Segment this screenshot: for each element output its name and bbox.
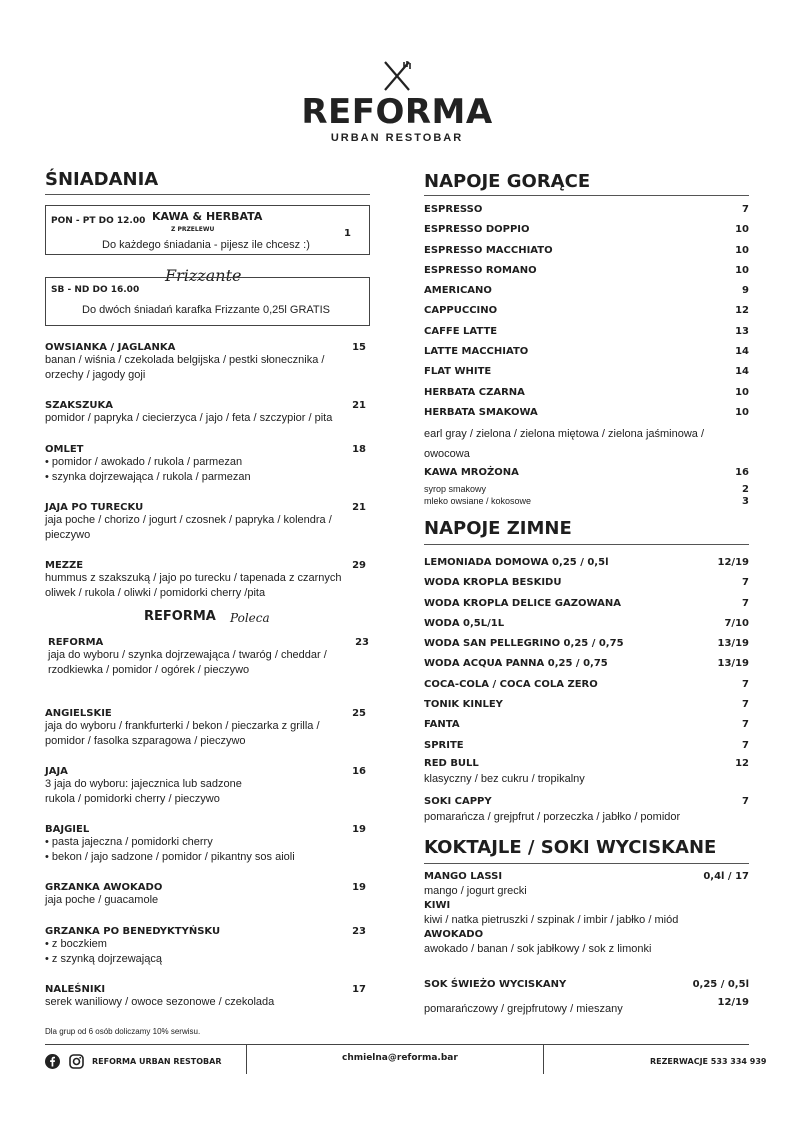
- polecamy-script: Poleca: [230, 611, 270, 625]
- drink-price: 14: [735, 346, 749, 358]
- extra-price: 3: [742, 496, 749, 507]
- item-price: 21: [352, 502, 366, 513]
- drink-row: [424, 618, 749, 638]
- drink-price: 7/10: [724, 617, 749, 629]
- drink-row: [424, 740, 749, 760]
- drink-name: MANGO LASSI: [424, 871, 503, 882]
- menu-item: [45, 926, 370, 984]
- drink-row: [424, 407, 749, 427]
- item-price: 18: [352, 444, 366, 455]
- extra-name: mleko owsiane / kokosowe: [424, 496, 532, 506]
- drink-row: [424, 679, 749, 699]
- item-desc: serek waniliowy / owoce sezonowe / czekolada: [45, 996, 275, 1008]
- menu-item: [45, 560, 370, 606]
- mango-desc: mango / jogurt grecki: [424, 885, 527, 897]
- promo1-desc: Do każdego śniadania - pijesz ile chcesz :): [102, 239, 310, 251]
- cold-drinks-title: NAPOJE ZIMNE: [424, 518, 572, 539]
- menu-item: [45, 502, 370, 560]
- footnote: Dla grup od 6 osób doliczamy 10% serwisu.: [45, 1027, 201, 1036]
- drink-price: 7: [742, 699, 749, 711]
- extra-price: 2: [742, 484, 749, 495]
- drink-row: [424, 638, 749, 658]
- drink-name: WODA ACQUA PANNA 0,25 / 0,75: [424, 658, 608, 670]
- item-name: GRZANKA AWOKADO: [45, 882, 163, 893]
- promo-box-coffee: [45, 205, 370, 255]
- drink-price: 10: [735, 224, 749, 236]
- awokado-name: AWOKADO: [424, 929, 484, 940]
- drink-row: [424, 719, 749, 739]
- drink-row: [424, 366, 749, 386]
- drink-price: 7: [742, 739, 749, 751]
- breakfast-list: [45, 342, 370, 606]
- drink-name: FANTA: [424, 719, 460, 731]
- item-price: 19: [352, 882, 366, 893]
- menu-item: [45, 766, 370, 824]
- drink-name: WODA KROPLA BESKIDU: [424, 577, 562, 589]
- drink-price: 9: [742, 285, 749, 297]
- drink-name: TONIK KINLEY: [424, 699, 503, 711]
- brand-logo: [0, 60, 794, 144]
- promo1-heading: KAWA & HERBATA: [152, 210, 263, 223]
- reforma-mini-logo: REFORMA: [144, 609, 216, 624]
- promo1-note: Z PRZELEWU: [171, 226, 215, 233]
- promo1-days: PON - PT DO 12.00: [51, 216, 146, 226]
- drink-row: [424, 658, 749, 678]
- iced-extra-syrup: [424, 484, 749, 495]
- cappy-desc: pomarańcza / grejpfrut / porzeczka / jabłko / pomidor: [424, 811, 681, 823]
- drink-price: 12/19: [717, 997, 749, 1008]
- item-desc: orzechy / jagody goji: [45, 369, 146, 381]
- menu-item: [45, 444, 370, 502]
- drink-row: [424, 699, 749, 719]
- drink-name: COCA-COLA / COCA COLA ZERO: [424, 678, 598, 690]
- item-name: OMLET: [45, 444, 84, 455]
- drink-name: ESPRESSO ROMANO: [424, 264, 537, 276]
- item-desc: rukola / pomidorki cherry / pieczywo: [45, 793, 220, 805]
- facebook-icon[interactable]: [45, 1054, 60, 1073]
- brand-name: REFORMA: [301, 92, 493, 132]
- drink-name: CAFFE LATTE: [424, 325, 498, 337]
- drink-price: 7: [742, 204, 749, 215]
- drink-price: 10: [735, 406, 749, 418]
- hot-drinks-divider: [424, 195, 749, 196]
- drink-price: 13: [735, 325, 749, 337]
- item-desc: pieczywo: [45, 529, 91, 541]
- drink-price: 12: [735, 305, 749, 317]
- item-desc: • z boczkiem: [45, 938, 107, 950]
- drink-price: 7: [742, 719, 749, 731]
- drink-name: KAWA MROŻONA: [424, 467, 519, 478]
- menu-item: [45, 824, 370, 882]
- item-desc: jaja do wyboru / szynka dojrzewająca / twaróg / cheddar /: [48, 649, 327, 661]
- drink-price: 10: [735, 244, 749, 256]
- drink-price: 10: [735, 264, 749, 276]
- item-desc: rzodkiewka / pomidor / ogórek / pieczywo: [48, 664, 250, 676]
- menu-item: [45, 342, 370, 400]
- drink-name: RED BULL: [424, 758, 479, 769]
- promo-box-frizzante: [45, 277, 370, 326]
- drink-name: WODA 0,5L/1L: [424, 617, 505, 629]
- tea-flavors: earl gray / zielona / zielona miętowa / zielona jaśminowa /: [424, 428, 705, 440]
- drink-name: ESPRESSO MACCHIATO: [424, 244, 553, 256]
- item-desc: oliwek / rukola / oliwki / pomidorki cherry /pita: [45, 587, 266, 599]
- drink-price: 7: [742, 577, 749, 589]
- menu-item: [45, 984, 370, 1024]
- drink-price: 0,4l / 17: [703, 871, 749, 882]
- extra-name: syrop smakowy: [424, 484, 487, 494]
- drink-row: [424, 224, 749, 244]
- drink-row: [424, 326, 749, 346]
- drink-price: 14: [735, 366, 749, 378]
- item-price: 19: [352, 824, 366, 835]
- item-desc: pomidor / fasolka szparagowa / pieczywo: [45, 735, 246, 747]
- drink-name: SOK ŚWIEŻO WYCISKANY: [424, 979, 567, 990]
- item-name: NALEŚNIKI: [45, 984, 106, 995]
- drink-row: [424, 285, 749, 305]
- drink-name: LATTE MACCHIATO: [424, 346, 529, 358]
- footer-divider: [45, 1044, 749, 1045]
- awokado-desc: awokado / banan / sok jabłkowy / sok z limonki: [424, 943, 652, 955]
- item-price: 23: [355, 637, 369, 648]
- drink-row: [424, 387, 749, 407]
- drink-name: SOKI CAPPY: [424, 796, 492, 807]
- redbull-row: [424, 758, 749, 769]
- social-handle: REFORMA URBAN RESTOBAR: [92, 1057, 222, 1066]
- item-desc: • bekon / jajo sadzone / pomidor / pikantny sos aioli: [45, 851, 295, 863]
- item-desc: jaja poche / guacamole: [45, 894, 159, 906]
- drink-size: 0,25 / 0,5l: [692, 979, 749, 990]
- cold-drinks-divider: [424, 544, 749, 545]
- menu-item: [45, 708, 370, 766]
- item-price: 29: [352, 560, 366, 571]
- drink-price: 7: [742, 678, 749, 690]
- item-desc: hummus z szakszuką / jajo po turecku / tapenada z czarnych: [45, 572, 342, 584]
- item-price: 23: [352, 926, 366, 937]
- drink-name: AMERICANO: [424, 285, 492, 297]
- cold-drinks-list: [424, 557, 749, 760]
- juice-desc-row: [424, 997, 749, 1017]
- kiwi-desc: kiwi / natka pietruszki / szpinak / imbir / jabłko / miód: [424, 914, 679, 926]
- frizzante-script: Frizzante: [165, 266, 242, 285]
- drink-row: [424, 577, 749, 597]
- breakfast-divider: [45, 194, 370, 195]
- item-desc: • szynka dojrzewająca / rukola / parmezan: [45, 471, 251, 483]
- drink-name: ESPRESSO: [424, 204, 483, 215]
- drink-price: 7: [742, 796, 749, 807]
- item-price: 25: [352, 708, 366, 719]
- iced-coffee-row: [424, 467, 749, 478]
- drink-name: LEMONIADA DOMOWA 0,25 / 0,5l: [424, 557, 609, 568]
- item-name: SZAKSZUKA: [45, 400, 114, 411]
- mango-row: [424, 871, 749, 882]
- item-name: BAJGIEL: [45, 824, 90, 835]
- footer-separator: [543, 1044, 544, 1074]
- footer-separator: [246, 1044, 247, 1074]
- item-price: 21: [352, 400, 366, 411]
- drink-name: SPRITE: [424, 739, 464, 751]
- email-link[interactable]: chmielna@reforma.bar: [342, 1053, 458, 1063]
- drink-price: 7: [742, 597, 749, 609]
- drink-price: 12: [735, 758, 749, 769]
- juice-row: [424, 979, 749, 990]
- promo2-desc: Do dwóch śniadań karafka Frizzante 0,25l GRATIS: [82, 304, 331, 316]
- drink-name: FLAT WHITE: [424, 366, 492, 378]
- item-desc: • z szynką dojrzewającą: [45, 953, 162, 965]
- drink-price: 10: [735, 386, 749, 398]
- instagram-icon[interactable]: [69, 1054, 84, 1073]
- drink-desc: pomarańczowy / grejpfrutowy / mieszany: [424, 1003, 623, 1015]
- iced-extra-milk: [424, 496, 749, 507]
- drink-row: [424, 598, 749, 618]
- item-desc: jaja poche / chorizo / jogurt / czosnek / papryka / kolendra /: [45, 514, 332, 526]
- menu-item: [45, 400, 370, 444]
- tea-flavors-cont: owocowa: [424, 448, 470, 460]
- featured-item: [48, 637, 373, 697]
- drink-row: [424, 245, 749, 265]
- reservations-phone[interactable]: REZERWACJE 533 334 939: [650, 1057, 767, 1066]
- drink-name: WODA SAN PELLEGRINO 0,25 / 0,75: [424, 638, 624, 650]
- drink-name: HERBATA SMAKOWA: [424, 406, 538, 418]
- menu-item: [45, 882, 370, 926]
- promo1-price: 1: [344, 228, 351, 239]
- fork-knife-icon: [380, 60, 414, 92]
- drink-price: 16: [735, 467, 749, 478]
- item-name: ANGIELSKIE: [45, 708, 112, 719]
- item-price: 16: [352, 766, 366, 777]
- kiwi-name: KIWI: [424, 900, 451, 911]
- item-name: OWSIANKA / JAGLANKA: [45, 342, 176, 353]
- cappy-row: [424, 796, 749, 807]
- drink-row: [424, 346, 749, 366]
- drink-price: 12/19: [717, 557, 749, 568]
- drink-name: ESPRESSO DOPPIO: [424, 224, 530, 236]
- item-desc: pomidor / papryka / ciecierzyca / jajo / feta / szczypior / pita: [45, 412, 333, 424]
- item-desc: • pasta jajeczna / pomidorki cherry: [45, 836, 213, 848]
- hot-drinks-list: [424, 204, 749, 427]
- item-name: JAJA: [45, 766, 68, 777]
- cocktails-title: KOKTAJLE / SOKI WYCISKANE: [424, 837, 717, 858]
- item-desc: • pomidor / awokado / rukola / parmezan: [45, 456, 243, 468]
- item-desc: 3 jaja do wyboru: jajecznica lub sadzone: [45, 778, 242, 790]
- item-name: REFORMA: [48, 637, 104, 648]
- item-desc: banan / wiśnia / czekolada belgijska / pestki słonecznika /: [45, 354, 325, 366]
- hot-drinks-title: NAPOJE GORĄCE: [424, 171, 591, 192]
- item-desc: jaja do wyboru / frankfurterki / bekon / pieczarka z grilla /: [45, 720, 320, 732]
- breakfast-title: ŚNIADANIA: [45, 169, 159, 190]
- item-name: GRZANKA PO BENEDYKTYŃSKU: [45, 926, 221, 937]
- drink-row: [424, 265, 749, 285]
- promo2-days: SB - ND DO 16.00: [51, 285, 140, 295]
- drink-price: 13/19: [717, 658, 749, 670]
- drink-name: HERBATA CZARNA: [424, 386, 525, 398]
- drink-row: [424, 305, 749, 325]
- drink-price: 13/19: [717, 638, 749, 650]
- drink-row: [424, 557, 749, 577]
- drink-name: WODA KROPLA DELICE GAZOWANA: [424, 597, 621, 609]
- item-price: 15: [352, 342, 366, 353]
- item-name: JAJA PO TURECKU: [45, 502, 144, 513]
- redbull-desc: klasyczny / bez cukru / tropikalny: [424, 773, 585, 785]
- item-price: 17: [352, 984, 366, 995]
- drink-name: CAPPUCCINO: [424, 305, 498, 317]
- brand-subtitle: URBAN RESTOBAR: [330, 132, 464, 144]
- drink-row: [424, 204, 749, 224]
- breakfast-list-2: [45, 708, 370, 1024]
- item-name: MEZZE: [45, 560, 84, 571]
- cocktails-divider: [424, 863, 749, 864]
